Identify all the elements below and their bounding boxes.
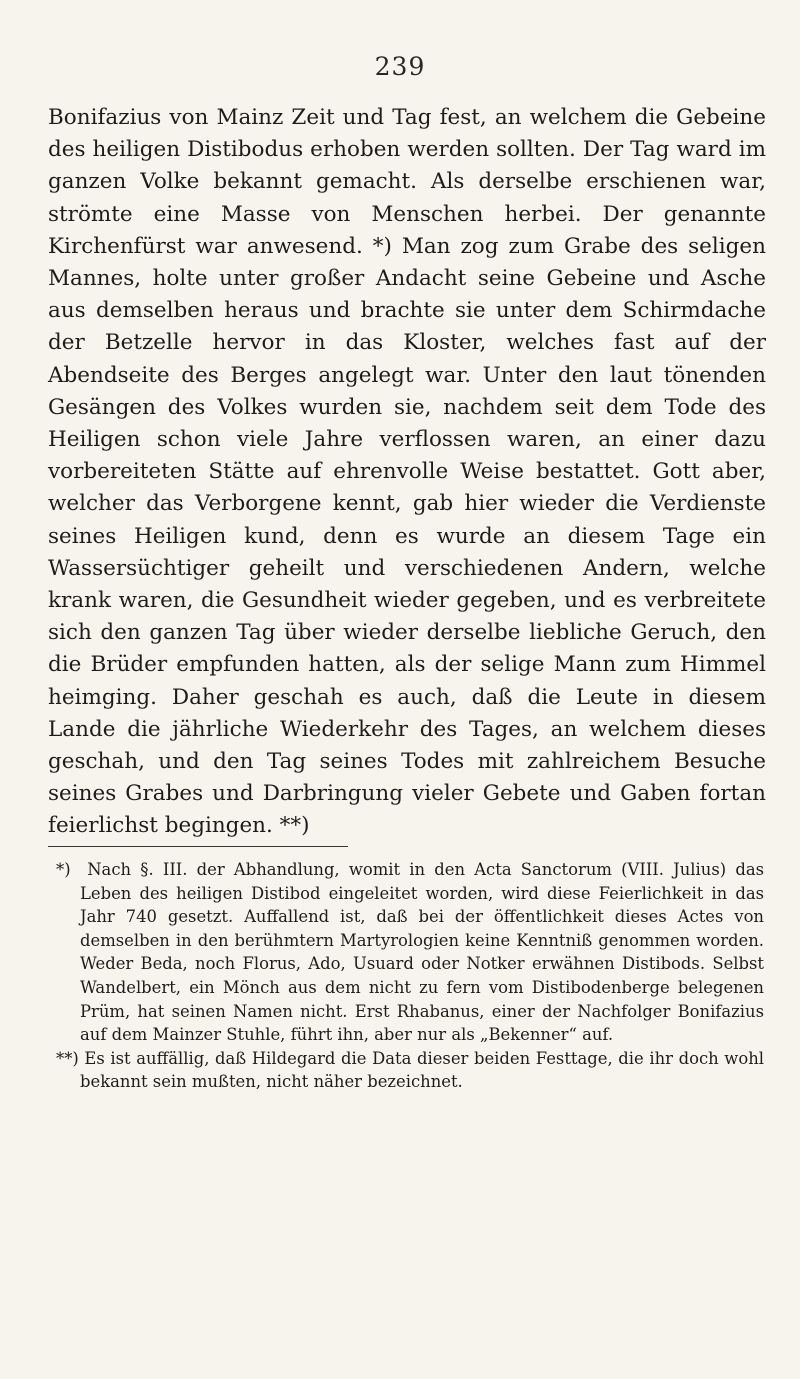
page-number: 239 bbox=[374, 52, 426, 81]
footnotes-section bbox=[56, 858, 764, 1094]
body-paragraph: Bonifazius von Mainz Zeit und Tag fest, an welchem die Gebeine des heiligen Distibodus erhoben werden sollten. Der Tag ward im ganzen Volke bekannt gemacht. Als derselbe erschienen war, strömte eine Masse von Menschen herbei. Der genannte Kirchenfürst war anwesend. *) Man zog zum Grabe des seligen Mannes, holte unter großer Andacht seine Gebeine und Asche aus demselben heraus und brachte sie unter dem Schirmdache der Betzelle hervor in das Kloster, welches fast auf der Abendseite des Berges angelegt war. Unter den laut tönenden Gesängen des Volkes wurden sie, nachdem seit dem Tode des Heiligen schon viele Jahre verflossen waren, an einer dazu vorbereiteten Stätte auf ehrenvolle Weise bestattet. Gott aber, welcher das Verborgene kennt, gab hier wieder die Verdienste seines Heiligen kund, denn es wurde an diesem Tage ein Wassersüchtiger geheilt und verschiedenen Andern, welche krank waren, die Gesundheit wieder gegeben, und es verbreitete sich den ganzen Tag über wieder derselbe liebliche Geruch, den die Brüder empfunden hatten, als der selige Mann zum Himmel heimging. Daher geschah es auch, daß die Leute in diesem Lande die jährliche Wiederkehr des Tages, an welchem dieses geschah, und den Tag seines Todes mit zahlreichem Besuche seines Grabes und Darbringung vieler Gebete und Gaben fortan feierlichst begingen. **) bbox=[48, 105, 766, 839]
footnote-2 bbox=[56, 1047, 764, 1094]
footnote-1 bbox=[56, 858, 764, 1047]
footnote-divider bbox=[48, 846, 348, 847]
footnote-1-marker: *) bbox=[56, 860, 71, 879]
footnote-2-text: Es ist auffällig, daß Hildegard die Data dieser beiden Festtage, die ihr doch wohl bekannt sein mußten, nicht näher bezeichnet. bbox=[80, 1048, 764, 1092]
footnote-1-text: Nach §. III. der Abhandlung, womit in den Acta Sanctorum (VIII. Julius) das Leben des heiligen Distibod eingeleitet worden, wird diese Feierlichkeit in das Jahr 740 gesetzt. Auffallend ist, daß bei der öffentlichkeit dieses Actes von demselben in den berühmtern Martyrologien keine Kenntniß genommen worden. Weder Beda, noch Florus, Ado, Usuard oder Notker erwähnen Distibods. Selbst Wandelbert, ein Mönch aus dem nicht zu fern vom Distibodenberge belegenen Prüm, hat seinen Namen nicht. Erst Rhabanus, einer der Nachfolger Bonifazius auf dem Mainzer Stuhle, führt ihn, aber nur als „Bekenner“ auf. bbox=[80, 860, 765, 1045]
footnote-2-marker: **) bbox=[56, 1048, 79, 1068]
